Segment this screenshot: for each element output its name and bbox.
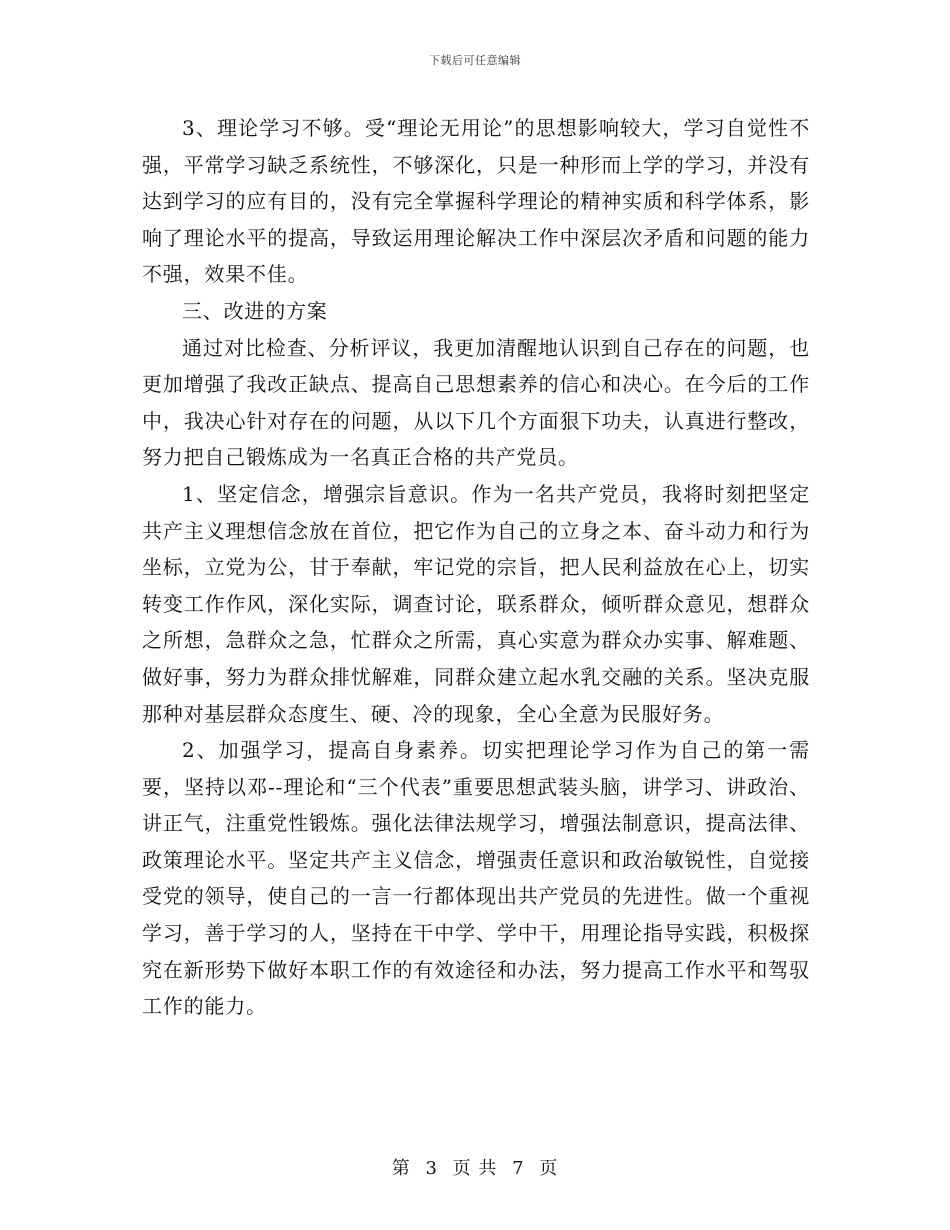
footer-current-page: 3 bbox=[425, 1158, 438, 1179]
footer-suffix: 页 bbox=[539, 1158, 559, 1179]
footer-prefix: 第 bbox=[391, 1158, 411, 1179]
section-heading-improvement-plan: 三、改进的方案 bbox=[182, 298, 328, 323]
footer-total-pages: 7 bbox=[512, 1158, 525, 1179]
paragraph-firm-belief: 1、坚定信念，增强宗旨意识。作为一名共产党员，我将时刻把坚定共产主义理想信念放在首位，把它作为自己的立身之本、奋斗动力和行为坐标，立党为公，甘于奉献，牢记党的宗旨，把人民利益放在心上，切实转变工作作风，深化实际，调查讨论，联系群众，倾听群众意见，想群众之所想，急群众之急，忙群众之所需，真心实意为群众办实事、解难题、做好事，努力为群众排忧解难，同群众建立起水乳交融的关系。坚决克服那种对基层群众态度生、硬、冷的现象，全心全意为民服好务。 bbox=[142, 481, 810, 726]
paragraph-strengthen-study: 2、加强学习，提高自身素养。切实把理论学习作为自己的第一需要，坚持以邓--理论和“三个代表”重要思想武装头脑，讲学习、讲政治、讲正气，注重党性锻炼。强化法律法规学习，增强法制意识，提高法律、政策理论水平。坚定共产主义信念，增强责任意识和政治敏锐性，自觉接受党的领导，使自己的一言一行都体现出共产党员的先进性。做一个重视学习，善于学习的人，坚持在干中学、学中干，用理论指导实践，积极探究在新形势下做好本职工作的有效途径和办法，努力提高工作水平和驾驭工作的能力。 bbox=[142, 738, 810, 1019]
document-body bbox=[142, 110, 810, 1025]
paragraph-theory-study: 3、理论学习不够。受“理论无用论”的思想影响较大，学习自觉性不强，平常学习缺乏系统性，不够深化，只是一种形而上学的学习，并没有达到学习的应有目的，没有完全掌握科学理论的精神实质和科学体系，影响了理论水平的提高，导致运用理论解决工作中深层次矛盾和问题的能力不强，效果不佳。 bbox=[142, 116, 810, 287]
paragraph-introduction: 通过对比检查、分析评议，我更加清醒地认识到自己存在的问题，也更加增强了我改正缺点、提高自己思想素养的信心和决心。在今后的工作中，我决心针对存在的问题，从以下几个方面狠下功夫，认真进行整改，努力把自己锻炼成为一名真正合格的共产党员。 bbox=[142, 335, 810, 470]
page-header: 下载后可任意编辑 bbox=[429, 54, 521, 67]
page-footer bbox=[0, 1154, 950, 1180]
footer-middle: 页 共 bbox=[452, 1158, 498, 1179]
